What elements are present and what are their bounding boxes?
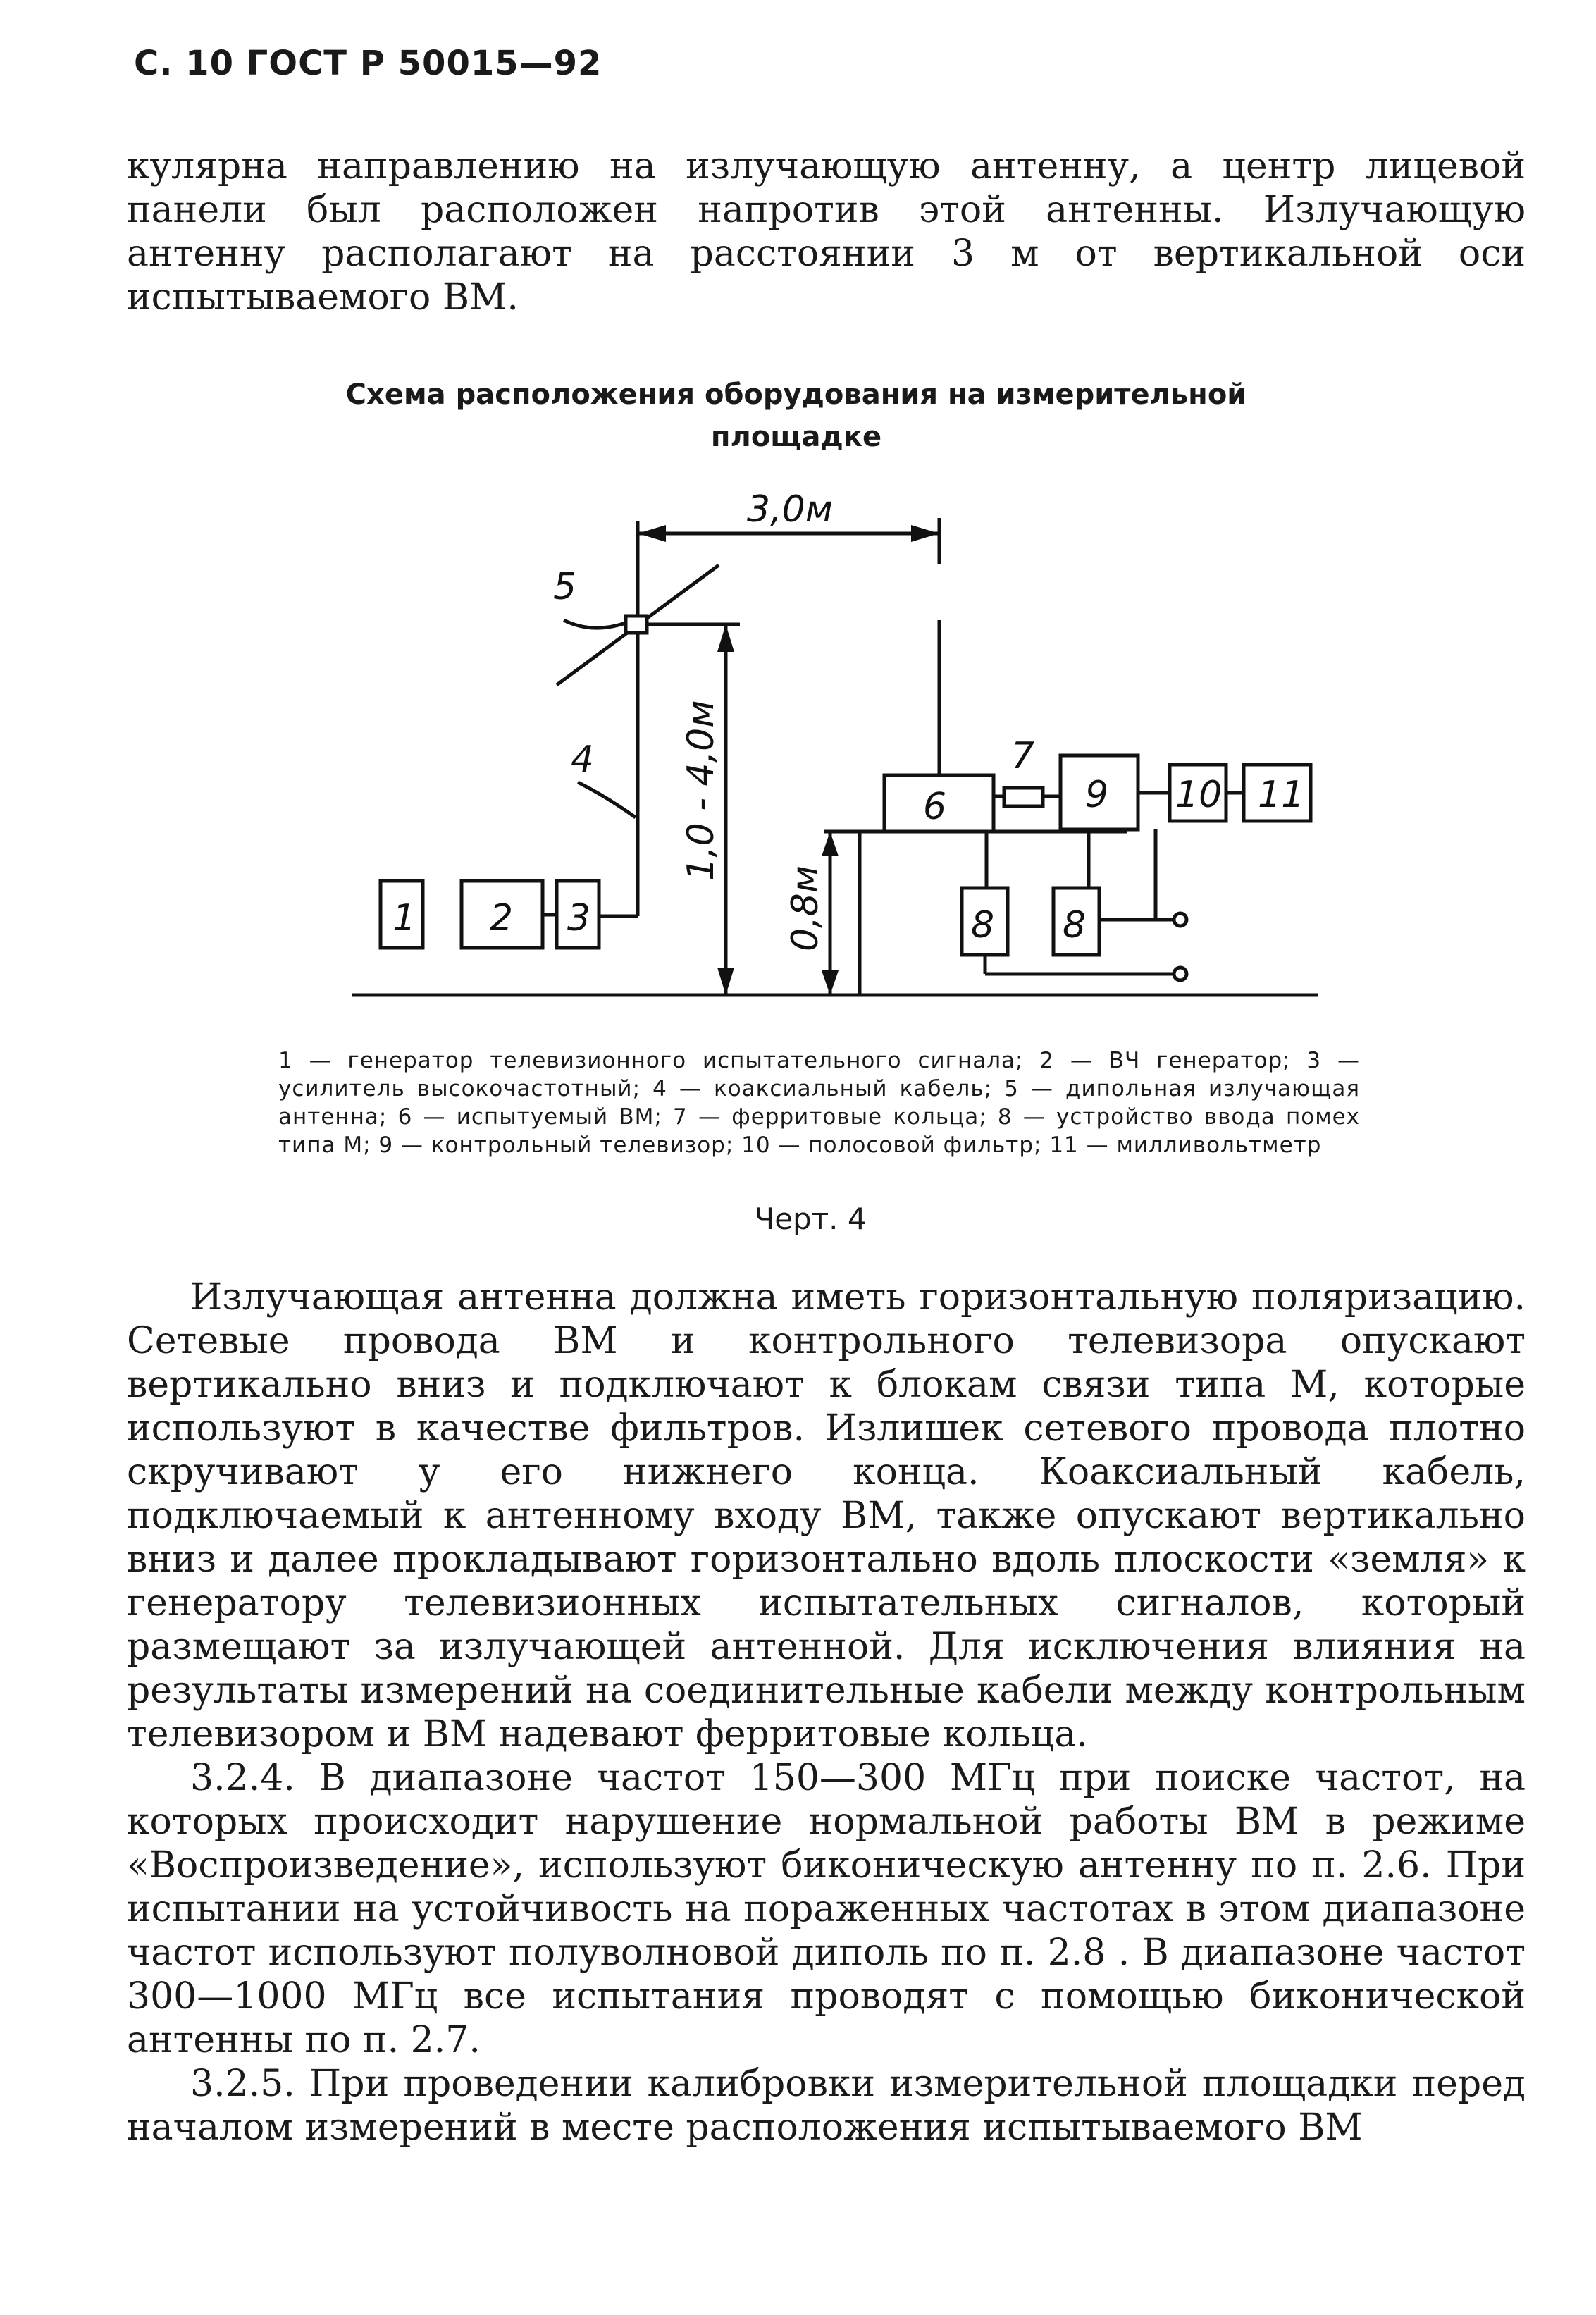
dim-height-arrow-bottom bbox=[717, 968, 734, 995]
pointer-5 bbox=[564, 620, 626, 628]
dim-table-height-label: 0,8м bbox=[784, 865, 827, 951]
body-text bbox=[127, 1276, 1526, 2149]
figure-caption: 1 — генератор телевизионного испытательного сигнала; 2 — ВЧ генератор; 3 — усилитель высокочастотный; 4 — коаксиальный кабель; 5 — дипольная излучающая антенна; 6 — испытуемый ВМ; 7 — ферритовые кольца; 8 — устройство ввода помех типа М; 9 — контрольный телевизор; 10 — полосовой фильтр; 11 — милливольтметр bbox=[278, 1048, 1360, 1158]
antenna-feed-box bbox=[626, 616, 647, 633]
figure-label: Черт. 4 bbox=[754, 1202, 867, 1236]
paragraph-3-2-4: 3.2.4. В диапазоне частот 150—300 МГц при поиске частот, на которых происходит нарушение нормальной работы ВМ в режиме «Воспроизведение», используют биконическую антенну по п. 2.6. При испытании на устойчивость на пораженных частотах в этом диапазоне частот используют полуволновой диполь по п. 2.8 . В диапазоне частот 300—1000 МГц все испытания проводят с помощью биконической антенны по п. 2.7. bbox=[127, 1757, 1526, 2061]
dim-arrow-left bbox=[638, 525, 666, 542]
block-7-ferrite bbox=[1004, 788, 1043, 806]
dim-antenna-height-label: 1,0 - 4,0м bbox=[680, 700, 722, 881]
terminal-top bbox=[1174, 913, 1187, 926]
dim-arrow-right bbox=[911, 525, 939, 542]
block-8-right-label: 8 bbox=[1063, 904, 1087, 946]
page-header: С. 10 ГОСТ Р 50015—92 bbox=[134, 44, 602, 83]
block-11-label: 11 bbox=[1258, 774, 1305, 816]
block-1-label: 1 bbox=[392, 897, 416, 939]
block-9-label: 9 bbox=[1085, 774, 1109, 816]
block-3-label: 3 bbox=[567, 897, 591, 939]
paragraph-3-2-5: 3.2.5. При проведении калибровки измерительной площадки перед началом измерений в месте расположения испытываемого ВМ bbox=[127, 2063, 1526, 2149]
dim-distance-label: 3,0м bbox=[747, 488, 833, 531]
dim-table-arrow-top bbox=[822, 832, 839, 856]
figure-title-line2: площадке bbox=[710, 421, 882, 453]
paragraph-antenna: Излучающая антенна должна иметь горизонтальную поляризацию. Сетевые провода ВМ и контрольного телевизора опускают вертикально вниз и подключают к блокам связи типа М, которые используют в качестве фильтров. Излишек сетевого провода плотно скручивают у его нижнего конца. Коаксиальный кабель, подключаемый к антенному входу ВМ, также опускают вертикально вниз и далее прокладывают горизонтально вдоль плоскости «земля» к генератору телевизионных испытательных сигналов, который размещают за излучающей антенной. Для исключения влияния на результаты измерений на соединительные кабели между контрольным телевизором и ВМ надевают ферритовые кольца. bbox=[127, 1276, 1526, 1755]
label-5: 5 bbox=[553, 566, 577, 608]
dim-table-arrow-bottom bbox=[822, 970, 839, 995]
block-2-label: 2 bbox=[490, 897, 514, 939]
block-6-label: 6 bbox=[923, 786, 947, 828]
figure-title-line1: Схема расположения оборудования на измерительной bbox=[345, 378, 1247, 411]
label-4: 4 bbox=[571, 739, 595, 781]
terminal-bottom bbox=[1174, 968, 1187, 980]
block-8-left-label: 8 bbox=[971, 904, 995, 946]
pointer-4 bbox=[578, 782, 636, 817]
intro-text: кулярна направлению на излучающую антенну, а центр лицевой панели был расположен напротив этой антенны. Излучающую антенну располагают на расстоянии 3 м от вертикальной оси испытываемого ВМ. bbox=[127, 145, 1526, 319]
block-10-label: 10 bbox=[1175, 774, 1223, 816]
dim-height-arrow-top bbox=[717, 624, 734, 652]
block-7-label: 7 bbox=[1011, 735, 1035, 777]
